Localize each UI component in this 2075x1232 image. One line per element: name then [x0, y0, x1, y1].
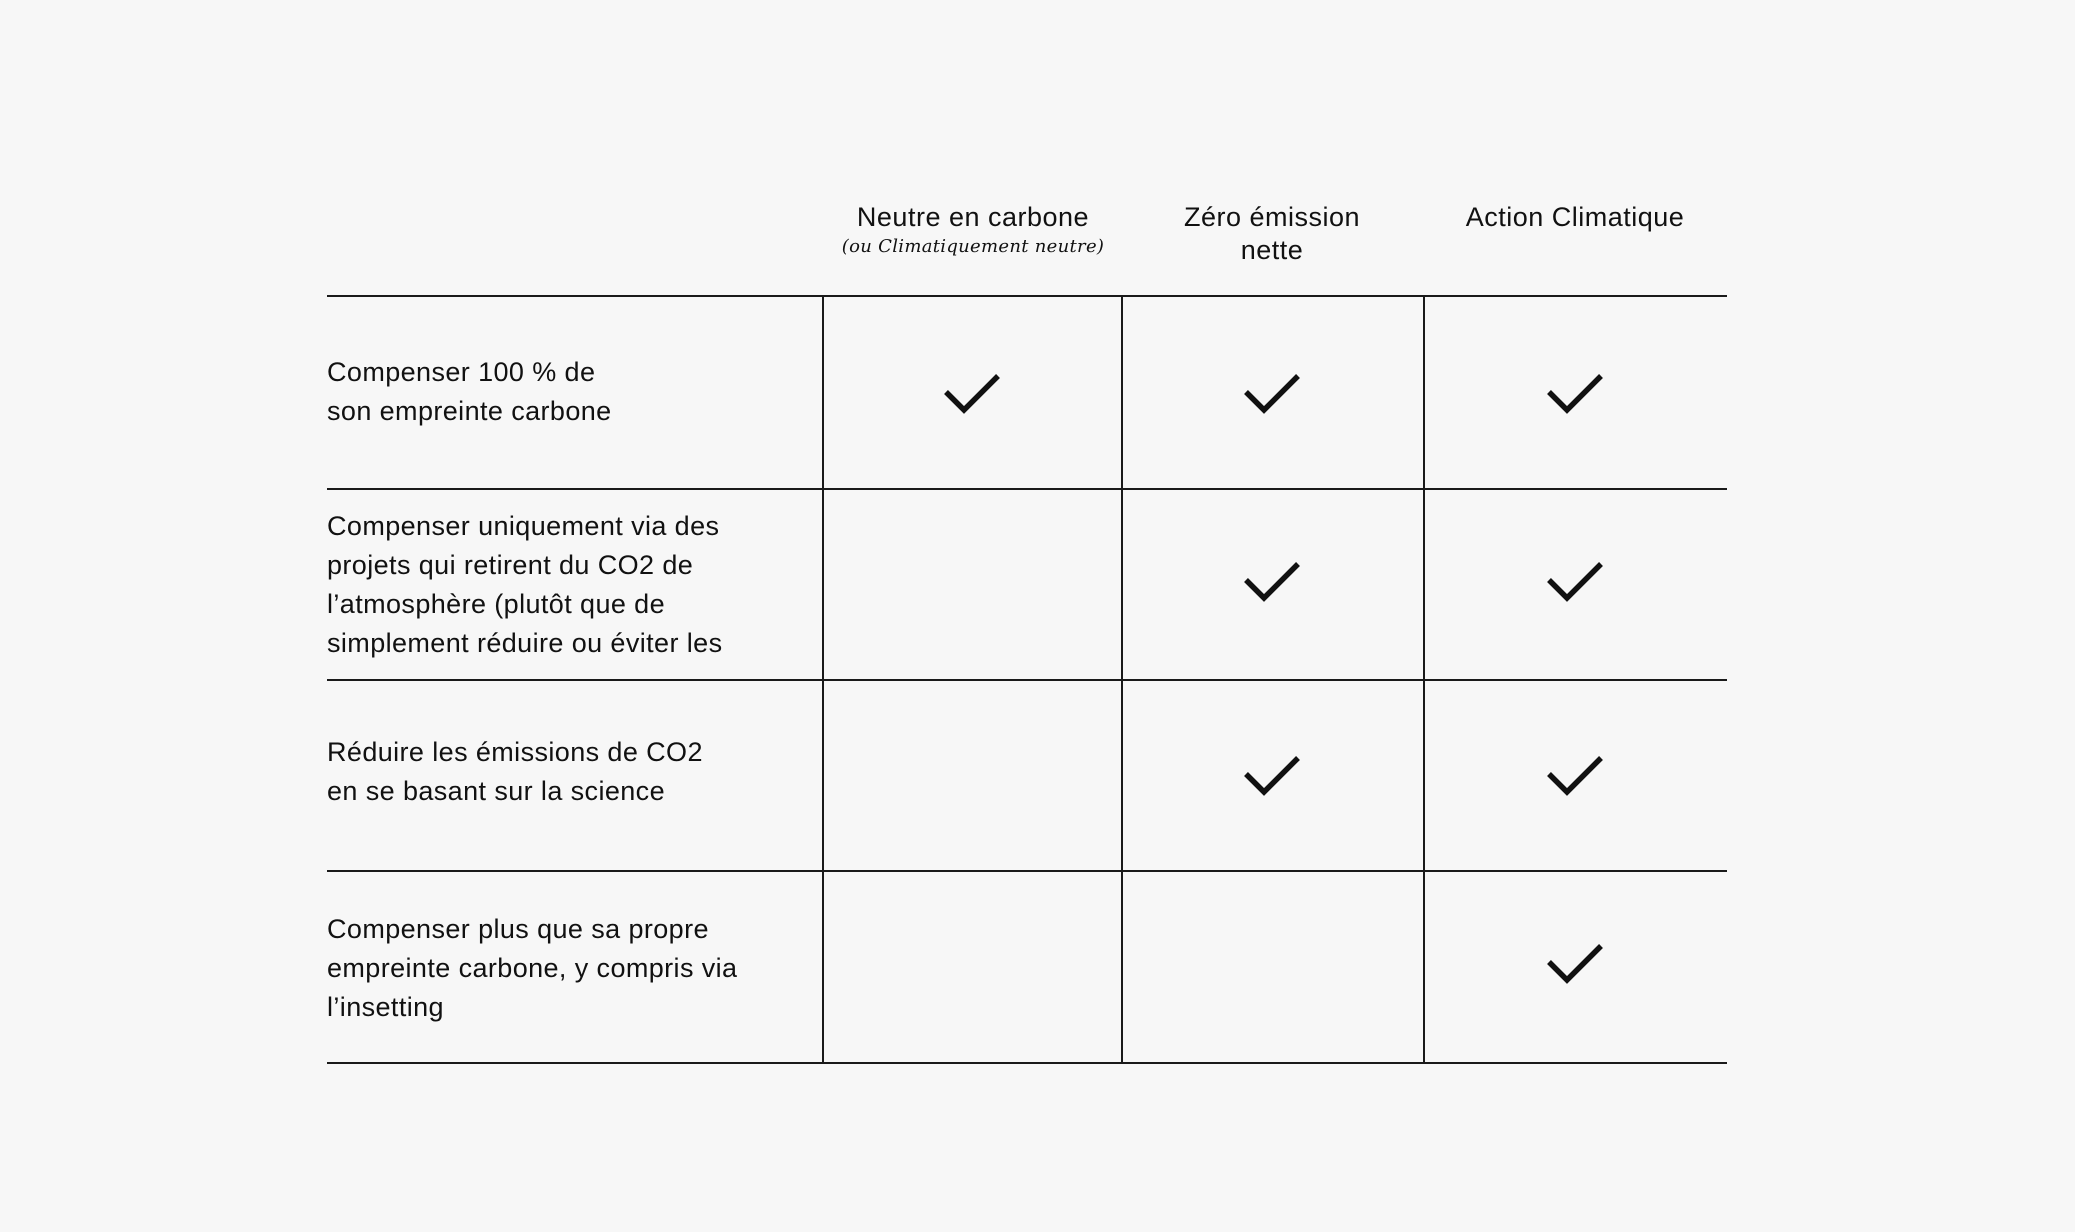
- table-row-label: [327, 353, 787, 431]
- row-label-line: Compenser 100 % de: [327, 357, 596, 387]
- checkmark-icon: [1242, 558, 1302, 604]
- column-header-title: Zéro émission: [1183, 202, 1361, 232]
- row-label-line: en se basant sur la science: [327, 776, 665, 806]
- column-header-subtitle: (ou Climatiquement neutre): [841, 236, 1105, 257]
- checkmark-icon: [1545, 370, 1605, 416]
- row-label-line: Compenser uniquement via des: [327, 511, 720, 541]
- checkmark-icon: [942, 370, 1002, 416]
- checkmark-icon: [1545, 940, 1605, 986]
- table-row-label: [327, 507, 787, 663]
- row-label-line: projets qui retirent du CO2 de: [327, 550, 694, 580]
- column-header-title: Neutre en carbone: [856, 202, 1090, 232]
- table-divider: [327, 295, 1727, 297]
- column-divider: [1423, 296, 1425, 1064]
- column-divider: [822, 296, 824, 1064]
- column-header-title: Action Climatique: [1465, 202, 1685, 232]
- row-label-line: empreinte carbone, y compris via: [327, 953, 738, 983]
- column-header-climate-action: [1425, 201, 1725, 234]
- row-label-line: l’atmosphère (plutôt que de: [327, 589, 666, 619]
- table-divider: [327, 679, 1727, 681]
- checkmark-icon: [1242, 752, 1302, 798]
- table-row-label: [327, 733, 787, 811]
- column-header-title: nette: [1240, 235, 1304, 265]
- row-label-line: simplement réduire ou éviter les: [327, 628, 723, 658]
- row-label-line: Compenser plus que sa propre: [327, 914, 709, 944]
- table-divider: [327, 488, 1727, 490]
- checkmark-icon: [1242, 370, 1302, 416]
- table-divider: [327, 1062, 1727, 1064]
- row-label-line: l’insetting: [327, 992, 444, 1022]
- column-header-carbon-neutral: [823, 201, 1123, 258]
- row-label-line: Réduire les émissions de CO2: [327, 737, 703, 767]
- table-divider: [327, 870, 1727, 872]
- row-label-line: son empreinte carbone: [327, 396, 612, 426]
- checkmark-icon: [1545, 752, 1605, 798]
- column-divider: [1121, 296, 1123, 1064]
- checkmark-icon: [1545, 558, 1605, 604]
- table-row-label: [327, 910, 787, 1027]
- column-header-net-zero: [1122, 201, 1422, 267]
